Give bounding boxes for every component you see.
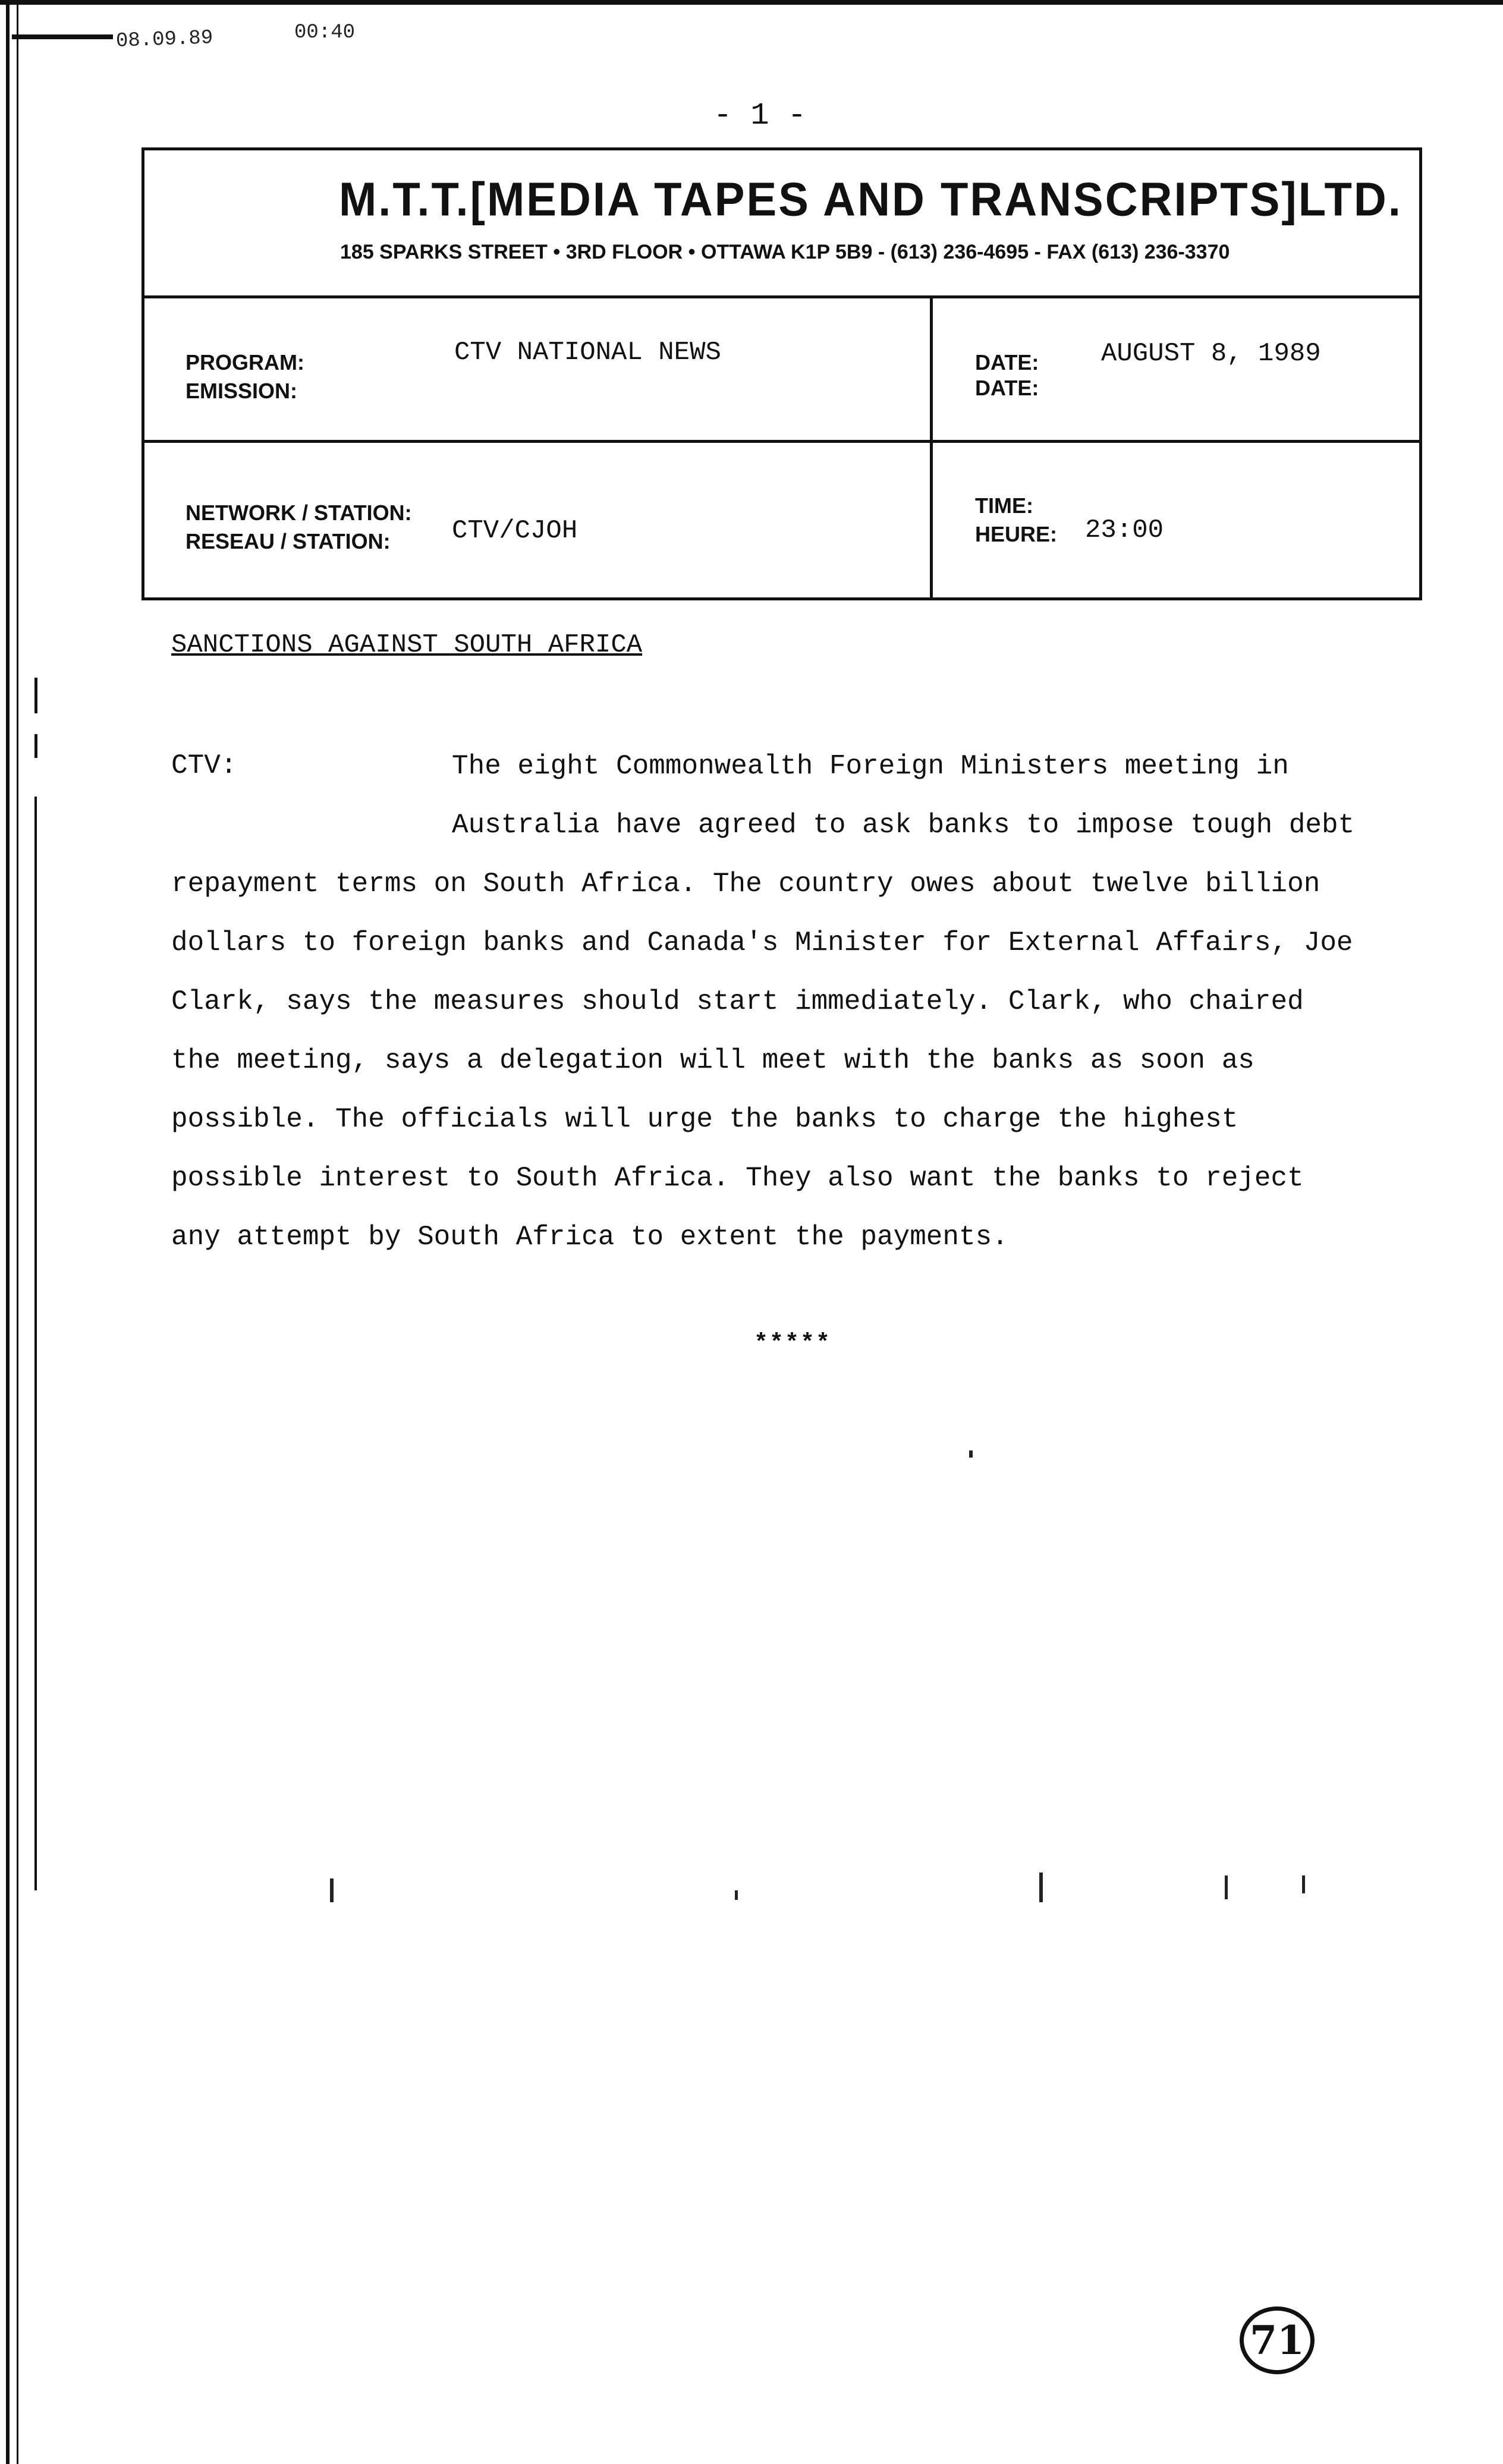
header-divider [142, 440, 1422, 443]
transcript-line: repayment terms on South Africa. The country owes about twelve billion [171, 868, 1320, 899]
scan-top-edge [0, 0, 1503, 5]
date-label-fr: DATE: [975, 376, 1039, 400]
end-of-story-marker: ***** [754, 1330, 832, 1357]
time-value: 23:00 [1085, 515, 1164, 545]
scan-speck [969, 1450, 973, 1458]
scan-speck [1225, 1875, 1228, 1899]
scan-left-edge [6, 0, 10, 2464]
scan-speck [1039, 1873, 1043, 1902]
story-title: SANCTIONS AGAINST SOUTH AFRICA [171, 630, 643, 660]
scan-speck [330, 1878, 334, 1902]
fax-time-stamp: 00:40 [294, 21, 356, 44]
scan-speck [1302, 1875, 1305, 1893]
emission-label: EMISSION: [185, 379, 298, 403]
transcript-line: any attempt by South Africa to extent the payments. [171, 1222, 1008, 1253]
margin-rule [34, 797, 37, 1890]
network-value: CTV/CJOH [452, 516, 578, 546]
fax-date-stamp: 08.09.89 [115, 27, 213, 53]
date-value: AUGUST 8, 1989 [1101, 339, 1321, 369]
fax-header-dash [12, 34, 113, 39]
header-column-divider [930, 295, 933, 600]
page-number: - 1 - [713, 98, 807, 133]
transcript-line: possible. The officials will urge the banks to charge the highest [171, 1104, 1238, 1135]
transcript-line: dollars to foreign banks and Canada's Minister for External Affairs, Joe [171, 927, 1353, 958]
company-name: M.T.T.[MEDIA TAPES AND TRANSCRIPTS]LTD. [339, 172, 1403, 226]
transcript-line: Australia have agreed to ask banks to impose tough debt [452, 810, 1355, 841]
scan-speck [735, 1890, 738, 1900]
network-label: NETWORK / STATION: [185, 501, 412, 525]
folio-number-stamp: 71 [1240, 2306, 1315, 2374]
speaker-label: CTV: [171, 750, 237, 781]
company-address: 185 SPARKS STREET • 3RD FLOOR • OTTAWA K1P 5B9 - (613) 236-4695 - FAX (613) 236-3370 [340, 241, 1230, 263]
transcript-body [171, 737, 1444, 1267]
reseau-label: RESEAU / STATION: [185, 529, 391, 553]
transcript-line: The eight Commonwealth Foreign Ministers meeting in [452, 751, 1289, 782]
heure-label: HEURE: [975, 522, 1058, 546]
date-label: DATE: [975, 350, 1039, 375]
margin-mark [34, 734, 37, 758]
transcript-line: Clark, says the measures should start immediately. Clark, who chaired [171, 986, 1304, 1017]
time-label: TIME: [975, 493, 1033, 518]
margin-mark [34, 678, 37, 713]
transcript-line: possible interest to South Africa. They also want the banks to reject [171, 1163, 1304, 1194]
transcript-line: the meeting, says a delegation will meet with the banks as soon as [171, 1045, 1254, 1076]
header-divider [142, 295, 1422, 298]
scan-left-edge-inner [17, 0, 18, 2464]
program-value: CTV NATIONAL NEWS [454, 338, 721, 367]
program-label: PROGRAM: [185, 350, 304, 375]
